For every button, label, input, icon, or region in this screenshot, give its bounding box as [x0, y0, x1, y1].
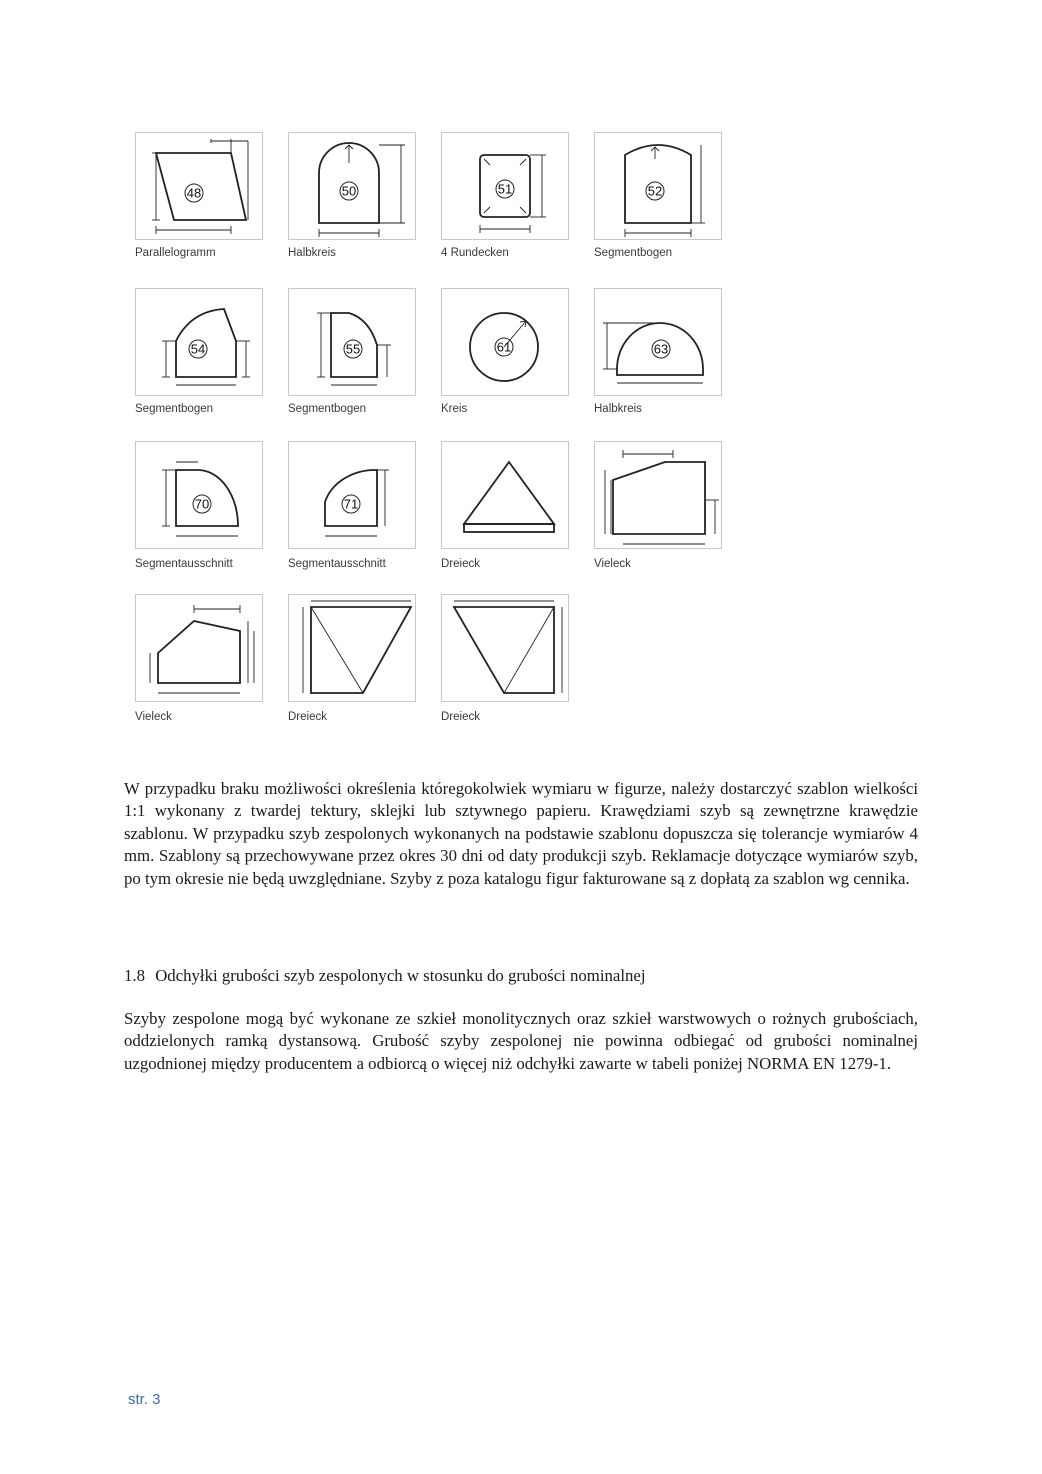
figure-dreieck-right: [441, 594, 569, 702]
section-title: Odchyłki grubości szyb zespolonych w stosunku do grubości nominalnej: [155, 966, 646, 985]
segmentausschnitt-70-drawing: [136, 442, 261, 547]
figure-71-segmentausschnitt: [288, 441, 416, 549]
halbkreis-drawing: [289, 133, 414, 238]
figure-number: 55: [345, 341, 361, 357]
figure-vieleck-left: [135, 594, 263, 702]
figure-caption: Segmentbogen: [594, 247, 673, 259]
figure-number: 70: [194, 496, 210, 512]
figure-number: 52: [647, 183, 663, 199]
vieleck-left-drawing: [136, 595, 261, 700]
figure-50-halbkreis: [288, 132, 416, 240]
figure-caption: Vieleck: [135, 711, 172, 723]
figure-caption: Segmentbogen: [135, 403, 214, 415]
template-paragraph: W przypadku braku możliwości określenia któregokolwiek wymiaru w figurze, należy dostarczyć szablon wielkości 1:1 wykonany z twardej tektury, sklejki lub sztywnego papieru. Krawędziami szyb są zewnętrzne krawędzie szablonu. W przypadku szyb zespolonych wykonanych na podstawie szablonu dopuszcza się tolerancje wymiarów 4 mm. Szablony są przechowywane przez okres 30 dni od daty produkcji szyb. Reklamacje dotyczące wymiarów szyb, po tym okresie nie będą uwzględniane. Szyby z poza katalogu figur fakturowane są z dopłatą za szablon wg cennika.: [124, 779, 918, 888]
thickness-paragraph: Szyby zespolone mogą być wykonane ze szkieł monolitycznych oraz szkieł warstwowych o rożnych grubościach, oddzielonych ramką dystansową. Grubość szyby zespolonej nie powinna odbiegać od grubości nominalnej uzgodnionej między producentem a odbiorcą o więcej niż odchyłki zawarte w tabeli poniżej NORMA EN 1279-1.: [124, 1009, 918, 1073]
segmentbogen-54-drawing: [136, 289, 261, 394]
figure-caption: Segmentausschnitt: [288, 558, 386, 570]
figure-dreieck: [441, 441, 569, 549]
figure-caption: Dreieck: [441, 558, 480, 570]
figure-number: 71: [343, 496, 359, 512]
figure-48-parallelogram: [135, 132, 263, 240]
figure-70-segmentausschnitt: [135, 441, 263, 549]
figure-number: 61: [496, 339, 512, 355]
figure-number: 48: [186, 185, 202, 201]
figure-caption: Segmentausschnitt: [135, 558, 233, 570]
segmentbogen-drawing: [595, 133, 720, 238]
kreis-drawing: [442, 289, 567, 394]
rundecken-drawing: [442, 133, 567, 238]
figure-vieleck-right: [594, 441, 722, 549]
figure-number: 50: [341, 183, 357, 199]
section-number: 1.8: [124, 966, 145, 985]
figure-caption: Dreieck: [441, 711, 480, 723]
figure-61-kreis: [441, 288, 569, 396]
figure-caption: Kreis: [441, 403, 468, 415]
figure-number: 54: [190, 341, 206, 357]
figure-caption: Dreieck: [288, 711, 327, 723]
figure-63-halbkreis: [594, 288, 722, 396]
halbkreis-63-drawing: [595, 289, 720, 394]
page-number: str. 3: [128, 1391, 161, 1408]
figure-55-segmentbogen: [288, 288, 416, 396]
dreieck-drawing: [442, 442, 567, 547]
figure-caption: Vieleck: [594, 558, 631, 570]
figure-number: 63: [653, 341, 669, 357]
dreieck-left-drawing: [289, 595, 414, 700]
figure-dreieck-left: [288, 594, 416, 702]
segmentausschnitt-71-drawing: [289, 442, 414, 547]
figure-caption: Parallelogramm: [135, 247, 216, 259]
figure-caption: Segmentbogen: [288, 403, 367, 415]
figure-caption: 4 Rundecken: [441, 247, 509, 259]
figure-caption: Halbkreis: [288, 247, 336, 259]
segmentbogen-55-drawing: [289, 289, 414, 394]
figure-caption: Halbkreis: [594, 403, 642, 415]
section-heading: [124, 966, 646, 986]
parallelogram-drawing: [136, 133, 261, 238]
figure-number: 51: [497, 181, 513, 197]
figure-52-segmentbogen: [594, 132, 722, 240]
figure-51-rundecken: [441, 132, 569, 240]
dreieck-right-drawing: [442, 595, 567, 700]
vieleck-right-drawing: [595, 442, 720, 547]
figure-54-segmentbogen: [135, 288, 263, 396]
